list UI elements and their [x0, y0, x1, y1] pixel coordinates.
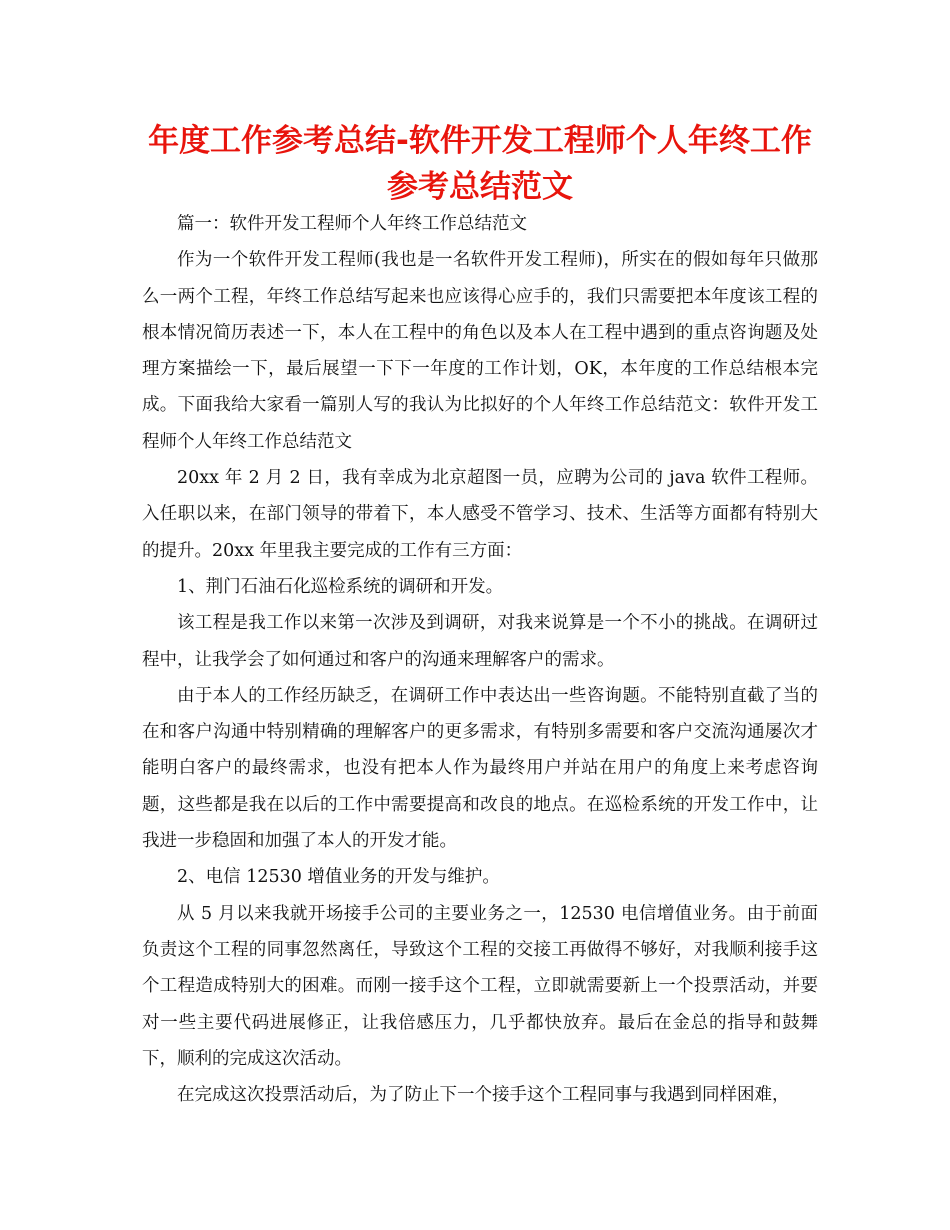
- paragraph-item-1-research: 该工程是我工作以来第一次涉及到调研，对我来说算是一个不小的挑战。在调研过程中，让我学会了如何通过和客户的沟通来理解客户的需求。: [142, 613, 818, 670]
- paragraph-item-1-reflection: 由于本人的工作经历缺乏，在调研工作中表达出一些咨询题。不能特别直截了当的在和客户沟通中特别精确的理解客户的更多需求，有特别多需要和客户交流沟通屡次才能明白客户的最终需求，也没有把本人作为最终用户并站在用户的角度上来考虑咨询题，这些都是我在以后的工作中需要提高和改良的地点。在巡检系统的开发工作中，让我进一步稳固和加强了本人的开发才能。: [142, 685, 818, 852]
- paragraph-section-heading: 篇一：软件开发工程师个人年终工作总结范文: [177, 214, 527, 234]
- document-body: [142, 206, 818, 1113]
- paragraph-item-2-followup: 在完成这次投票活动后，为了防止下一个接手这个工程同事与我遇到同样困难，: [177, 1085, 790, 1106]
- paragraph-item-1-heading: 1、荆门石油石化巡检系统的调研和开发。: [177, 576, 504, 597]
- paragraph-item-2-details: 从 5 月以来我就开场接手公司的主要业务之一，12530 电信增值业务。由于前面负责这个工程的同事忽然离任，导致这个工程的交接工再做得不够好，对我顺利接手这个工程造成特别大的困难。而刚一接手这个工程，立即就需要新上一个投票活动，并要对一些主要代码进展修正，让我倍感压力，几乎都快放弃。最后在金总的指导和鼓舞下，顺利的完成这次活动。: [142, 903, 818, 1069]
- document-page: [142, 118, 818, 1113]
- paragraph-intro: 作为一个软件开发工程师(我也是一名软件开发工程师)，所实在的假如每年只做那么一两个工程，年终工作总结写起来也应该得心应手的，我们只需要把本年度该工程的根本情况简历表述一下，本人在工程中的角色以及本人在工程中遇到的重点咨询题及处理方案描绘一下，最后展望一下下一年度的工作计划，OK，本年度的工作总结根本完成。下面我给大家看一篇别人写的我认为比拟好的个人年终工作总结范文：软件开发工程师个人年终工作总结范文: [142, 250, 818, 452]
- paragraph-item-2-heading: 2、电信 12530 增值业务的开发与维护。: [177, 867, 500, 888]
- document-title: 年度工作参考总结-软件开发工程师个人年终工作参考总结范文: [148, 123, 812, 205]
- paragraph-employment: 20xx 年 2 月 2 日，我有幸成为北京超图一员，应聘为公司的 java 软件工程师。入任职以来，在部门领导的带着下，本人感受不管学习、技术、生活等方面都有特别大的提升。20xx 年里我主要完成的工作有三方面：: [142, 468, 818, 561]
